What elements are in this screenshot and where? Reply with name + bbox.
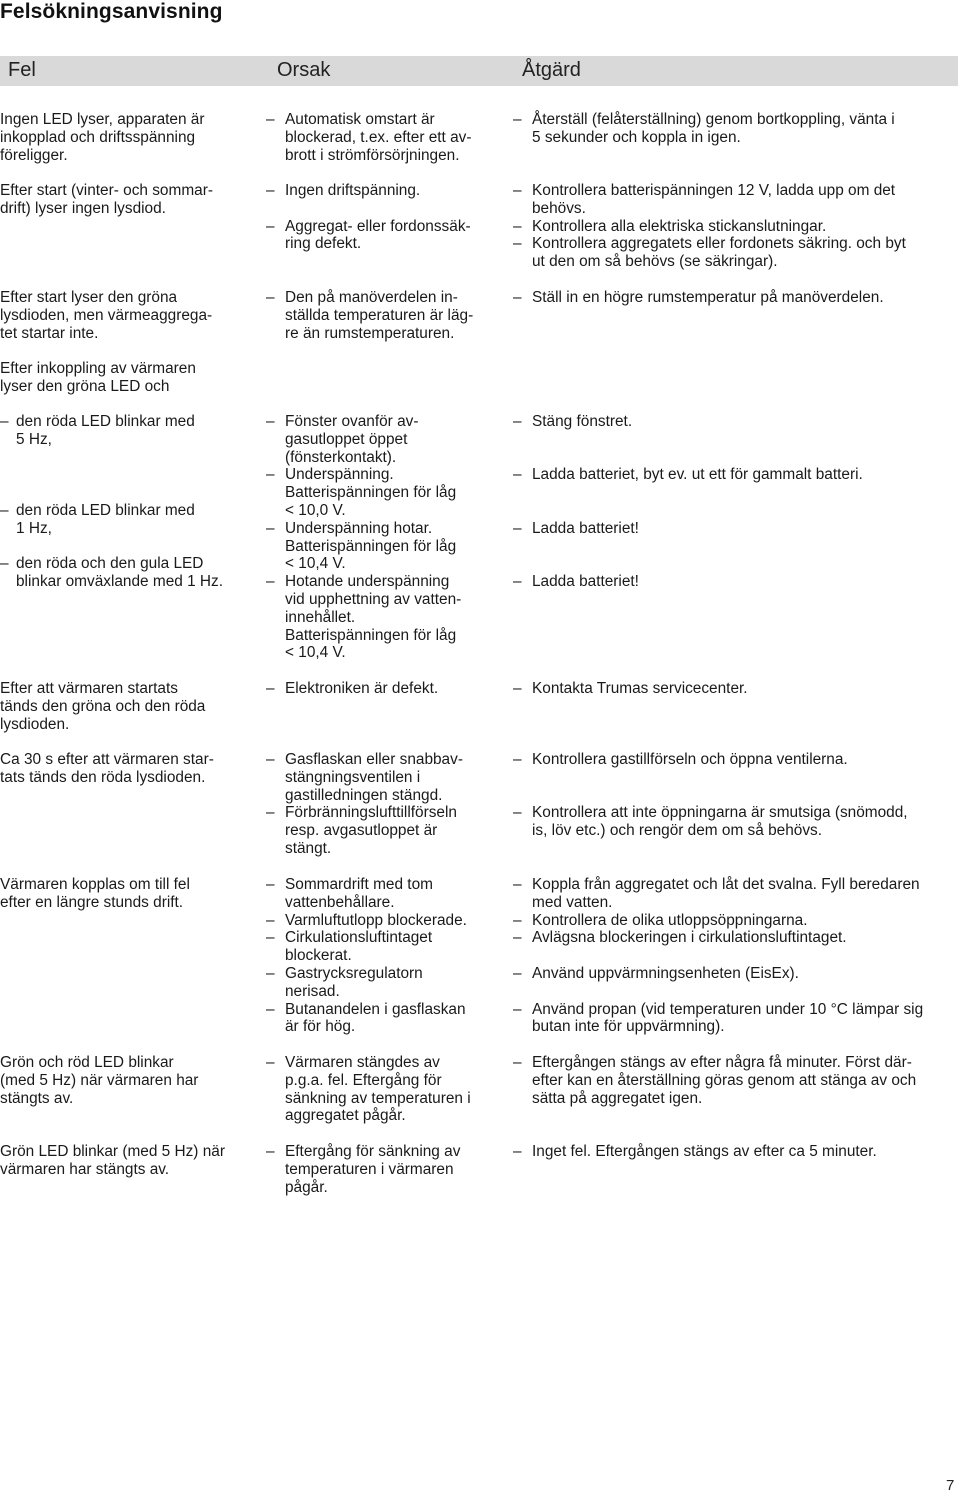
page-title: Felsökningsanvisning: [0, 0, 223, 23]
cause-item: [266, 466, 511, 519]
text-line: föreligger.: [0, 146, 68, 164]
fault-text: [0, 111, 260, 164]
text-line: stängts av.: [0, 1089, 74, 1107]
fault-item: [0, 555, 260, 591]
text-line: – den röda LED blinkar med: [16, 413, 195, 430]
text-line: – Ingen driftspänning.: [285, 182, 421, 199]
text-line: Efter start (vinter- och sommar-: [0, 182, 213, 199]
text-line: Värmaren kopplas om till fel: [0, 876, 190, 893]
text-line: vattenbehållare.: [285, 893, 395, 911]
remedy-list: [513, 876, 960, 1036]
text-line: – Sommardrift med tom: [285, 876, 433, 893]
text-line: blinkar omväxlande med 1 Hz.: [16, 573, 224, 591]
remedy-item: [513, 520, 960, 538]
text-line: 5 sekunder och koppla in igen.: [532, 128, 741, 146]
remedy-item: [513, 289, 960, 307]
cause-list: [266, 1054, 511, 1125]
text-line: – Kontrollera aggregatets eller fordonets säkring. och byt: [532, 235, 906, 253]
text-line: Batterispänningen för låg: [285, 537, 457, 555]
text-line: – Förbränningslufttillförseln: [285, 804, 457, 822]
text-line: – Hotande underspänning: [285, 573, 450, 591]
remedy-list: [513, 751, 960, 840]
cause-item: [266, 876, 511, 912]
fault-intro: [0, 360, 260, 396]
text-line: – Ställ in en högre rumstemperatur på manöverdelen.: [532, 289, 884, 306]
cause-list: [266, 182, 511, 253]
text-line: re än rumstemperaturen.: [285, 324, 455, 342]
text-line: lyser den gröna LED och: [0, 377, 170, 395]
cause-list: [266, 876, 511, 1036]
text-line: – Eftergången stängs av efter några få minuter. Först där-: [532, 1054, 912, 1071]
text-line: – Använd propan (vid temperaturen under 10 °C lämpar sig: [532, 1000, 924, 1018]
remedy-list: [513, 182, 960, 271]
column-header-fel: Fel: [8, 59, 36, 81]
text-line: sätta på aggregatet igen.: [532, 1089, 703, 1107]
text-line: – Gasflaskan eller snabbav-: [285, 751, 463, 768]
cause-item: [266, 912, 511, 930]
text-line: sänkning av temperaturen i: [285, 1089, 471, 1107]
text-line: Grön och röd LED blinkar: [0, 1054, 174, 1071]
cause-list: [266, 111, 511, 164]
text-line: 5 Hz,: [16, 430, 52, 448]
text-line: lysdioden.: [0, 715, 70, 733]
page-number: 7: [946, 1477, 955, 1494]
remedy-item: [513, 218, 960, 236]
fault-text: [0, 751, 260, 787]
text-line: – Cirkulationsluftintaget: [285, 929, 433, 947]
text-line: Batterispänningen för låg: [285, 484, 457, 502]
fault-text: [0, 876, 260, 912]
text-line: – Butanandelen i gasflaskan: [285, 1000, 466, 1018]
text-line: butan inte för uppvärmning).: [532, 1018, 725, 1036]
remedy-list: [513, 111, 960, 147]
remedy-list: [513, 1054, 960, 1107]
fault-list: [0, 413, 260, 591]
remedy-item: [513, 912, 960, 930]
remedy-item: [513, 235, 960, 271]
remedy-list: [513, 289, 960, 307]
cause-item: [266, 965, 511, 1001]
text-line: (fönsterkontakt).: [285, 448, 397, 466]
text-line: – den röda LED blinkar med: [16, 501, 195, 519]
remedy-item: [513, 111, 960, 147]
text-line: – Inget fel. Eftergången stängs av efter ca 5 minuter.: [532, 1143, 877, 1160]
text-line: – Automatisk omstart är: [285, 111, 435, 128]
cause-item: [266, 680, 511, 698]
text-line: ring defekt.: [285, 235, 362, 253]
text-line: – Elektroniken är defekt.: [285, 680, 439, 697]
text-line: aggregatet pågår.: [285, 1107, 406, 1125]
cause-item: [266, 413, 511, 466]
remedy-item: [513, 680, 960, 698]
text-line: brott i strömförsörjningen.: [285, 146, 460, 164]
cause-item: [266, 573, 511, 662]
cause-item: [266, 520, 511, 573]
cause-list: [266, 1143, 511, 1196]
text-line: – Avlägsna blockeringen i cirkulationsluftintaget.: [532, 929, 847, 947]
text-line: is, löv etc.) och rengör dem om så behövs.: [532, 822, 822, 840]
text-line: drift) lyser ingen lysdiod.: [0, 199, 166, 217]
text-line: (med 5 Hz) när värmaren har: [0, 1071, 199, 1089]
text-line: – Kontrollera att inte öppningarna är smutsiga (snömodd,: [532, 804, 908, 822]
text-line: – Kontrollera batterispänningen 12 V, ladda upp om det: [532, 182, 896, 199]
column-header-atgard: Åtgärd: [522, 59, 581, 81]
text-line: ut den om så behövs (se säkringar).: [532, 253, 778, 271]
remedy-item: [513, 804, 960, 840]
text-line: innehållet.: [285, 608, 356, 626]
cause-item: [266, 111, 511, 164]
fault-text: [0, 680, 260, 733]
remedy-item: [513, 1054, 960, 1107]
fault-text: [0, 289, 260, 342]
text-line: < 10,4 V.: [285, 644, 346, 662]
text-line: – Varmluftutlopp blockerade.: [285, 911, 467, 929]
cause-item: [266, 751, 511, 804]
cause-item: [266, 1054, 511, 1125]
remedy-list: [513, 680, 960, 698]
text-line: tet startar inte.: [0, 324, 99, 342]
remedy-item: [513, 929, 960, 947]
text-line: – Ladda batteriet, byt ev. ut ett för gammalt batteri.: [532, 466, 863, 484]
text-line: p.g.a. fel. Eftergång för: [285, 1071, 442, 1089]
text-line: – Ladda batteriet!: [532, 573, 639, 591]
text-line: – Kontrollera gastillförseln och öppna ventilerna.: [532, 751, 848, 768]
remedy-item: [513, 466, 960, 484]
text-line: värmaren har stängts av.: [0, 1160, 170, 1178]
cause-list: [266, 680, 511, 698]
text-line: behövs.: [532, 199, 586, 217]
cause-item: [266, 218, 511, 254]
text-line: Ca 30 s efter att värmaren star-: [0, 751, 214, 768]
text-line: ställda temperaturen är läg-: [285, 306, 474, 324]
text-line: – Den på manöverdelen in-: [285, 289, 458, 306]
text-line: – Kontakta Trumas servicecenter.: [532, 680, 748, 697]
text-line: Efter start lyser den gröna: [0, 289, 178, 306]
text-line: – Koppla från aggregatet och låt det svalna. Fyll beredaren: [532, 876, 920, 893]
cause-list: [266, 751, 511, 858]
text-line: < 10,4 V.: [285, 555, 346, 573]
remedy-item: [513, 751, 960, 769]
text-line: Grön LED blinkar (med 5 Hz) när: [0, 1143, 225, 1160]
fault-text: [0, 1054, 260, 1107]
remedy-item: [513, 182, 960, 218]
fault-item: [0, 413, 260, 449]
text-line: inkopplad och driftsspänning: [0, 128, 196, 146]
text-line: blockerad, t.ex. efter ett av-: [285, 128, 472, 146]
text-line: – den röda och den gula LED: [16, 555, 204, 573]
text-line: med vatten.: [532, 893, 613, 911]
text-line: tänds den gröna och den röda: [0, 697, 206, 715]
cause-item: [266, 289, 511, 342]
text-line: – Aggregat- eller fordonssäk-: [285, 217, 471, 235]
remedy-item: [513, 1143, 960, 1161]
text-line: – Stäng fönstret.: [532, 413, 633, 430]
cause-item: [266, 1001, 511, 1037]
text-line: pågår.: [285, 1178, 328, 1196]
text-line: gastilledningen stängd.: [285, 786, 443, 804]
cause-item: [266, 1143, 511, 1196]
text-line: 1 Hz,: [16, 519, 52, 537]
text-line: gasutloppet öppet: [285, 430, 408, 448]
fault-item: [0, 502, 260, 538]
text-line: < 10,0 V.: [285, 501, 346, 519]
remedy-item: [513, 573, 960, 591]
text-line: vid upphettning av vatten-: [285, 590, 462, 608]
remedy-list: [513, 1143, 960, 1161]
text-line: – Ladda batteriet!: [532, 519, 639, 537]
text-line: – Fönster ovanför av-: [285, 413, 419, 430]
text-line: är för hög.: [285, 1018, 356, 1036]
text-line: lysdioden, men värmeaggrega-: [0, 306, 213, 324]
cause-list: [266, 413, 511, 662]
text-line: – Använd uppvärmningsenheten (EisEx).: [532, 964, 799, 982]
text-line: stängningsventilen i: [285, 768, 421, 786]
cause-list: [266, 289, 511, 342]
text-line: efter kan en återställning göras genom att stänga av och: [532, 1071, 917, 1089]
remedy-item: [513, 876, 960, 912]
cause-item: [266, 804, 511, 857]
text-line: Efter inkoppling av värmaren: [0, 360, 196, 377]
text-line: – Kontrollera alla elektriska stickanslutningar.: [532, 217, 827, 235]
remedy-item: [513, 1001, 960, 1037]
text-line: Ingen LED lyser, apparaten är: [0, 111, 205, 128]
remedy-item: [513, 413, 960, 431]
text-line: Batterispänningen för låg: [285, 626, 457, 644]
text-line: blockerat.: [285, 947, 352, 965]
text-line: – Värmaren stängdes av: [285, 1054, 440, 1071]
text-line: – Underspänning hotar.: [285, 519, 433, 537]
column-header-orsak: Orsak: [277, 59, 331, 81]
fault-text: [0, 1143, 260, 1179]
cause-item: [266, 929, 511, 965]
text-line: resp. avgasutloppet är: [285, 822, 438, 840]
text-line: – Återställ (felåterställning) genom bortkoppling, vänta i: [532, 111, 895, 128]
text-line: – Eftergång för sänkning av: [285, 1143, 461, 1160]
text-line: temperaturen i värmaren: [285, 1160, 454, 1178]
fault-text: [0, 182, 260, 218]
table-header: [0, 56, 958, 86]
text-line: Efter att värmaren startats: [0, 680, 178, 697]
text-line: nerisad.: [285, 982, 340, 1000]
text-line: – Underspänning.: [285, 466, 394, 484]
text-line: tats tänds den röda lysdioden.: [0, 768, 206, 786]
text-line: stängt.: [285, 839, 332, 857]
cause-item: [266, 182, 511, 200]
remedy-item: [513, 965, 960, 983]
remedy-list: [513, 413, 960, 591]
text-line: – Gastrycksregulatorn: [285, 964, 423, 982]
text-line: efter en längre stunds drift.: [0, 893, 184, 911]
text-line: – Kontrollera de olika utloppsöppningarna.: [532, 911, 808, 929]
